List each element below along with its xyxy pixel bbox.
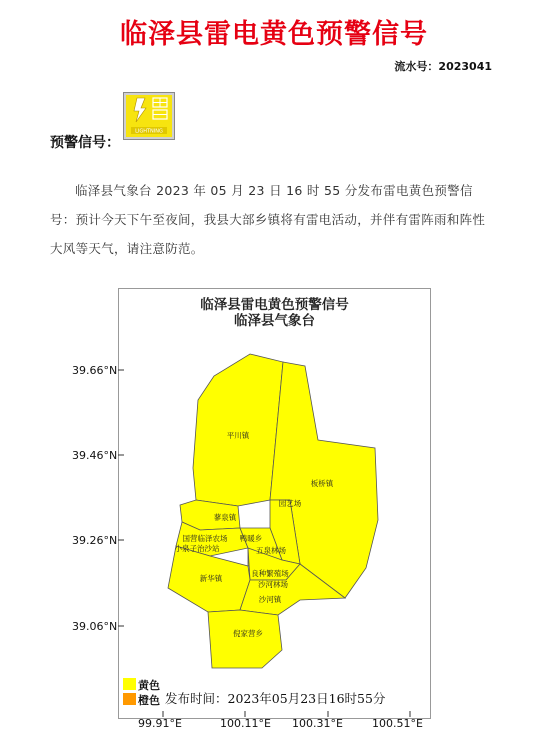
region-label: 国营临泽农场 (182, 534, 228, 543)
legend-swatch-orange (123, 693, 136, 705)
region-label: 良种繁殖场 (251, 569, 289, 578)
publish-time: 发布时间：2023年05月23日16时55分 (165, 691, 386, 706)
warning-paragraph: 临泽县气象台 2023 年 05 月 23 日 16 时 55 分发布雷电黄色预警信号：预计今天下午至夜间，我县大部乡镇将有雷电活动，并伴有雷阵雨和阵性大风等天气，请注意防范。 (50, 183, 486, 256)
signal-label: 预警信号： (50, 135, 120, 151)
county-regions (168, 354, 378, 668)
legend-swatch-yellow (123, 678, 136, 690)
x-tick-label: 100.51°E (372, 717, 423, 730)
x-tick-label: 100.31°E (292, 717, 343, 730)
region-label: 五泉林场 (256, 546, 286, 555)
y-tick-label: 39.66°N (72, 364, 118, 377)
legend-label: 橙色 (138, 694, 160, 707)
region-label: 园艺场 (278, 499, 302, 508)
region-label: 倪家营乡 (233, 629, 263, 638)
region-label: 平川镇 (226, 431, 250, 440)
map-title: 临泽县雷电黄色预警信号 (200, 297, 349, 313)
region-label: 沙河镇 (258, 595, 282, 604)
legend-label: 黄色 (138, 679, 160, 692)
document-title: 临泽县雷电黄色预警信号 (120, 19, 428, 50)
region-label: 沙河林场 (258, 580, 288, 589)
x-tick-label: 99.91°E (138, 717, 182, 730)
region-nijiaying (208, 610, 282, 668)
map-subtitle: 临泽县气象台 (234, 313, 315, 329)
icon-caption: LIGHTNING (135, 128, 163, 135)
ytick-marks (118, 370, 124, 626)
region-pingchuan (193, 354, 283, 506)
region-label: 小泉子治沙站 (174, 544, 220, 553)
serial-number: 流水号：2023041 (394, 60, 492, 73)
region-label: 鸭暖乡 (239, 534, 263, 543)
x-tick-label: 100.11°E (220, 717, 271, 730)
region-label: 蓼泉镇 (213, 513, 237, 522)
y-tick-label: 39.26°N (72, 534, 118, 547)
region-label: 板桥镇 (310, 479, 334, 488)
y-tick-label: 39.46°N (72, 449, 118, 462)
y-tick-label: 39.06°N (72, 620, 118, 633)
region-label: 新华镇 (199, 574, 223, 583)
